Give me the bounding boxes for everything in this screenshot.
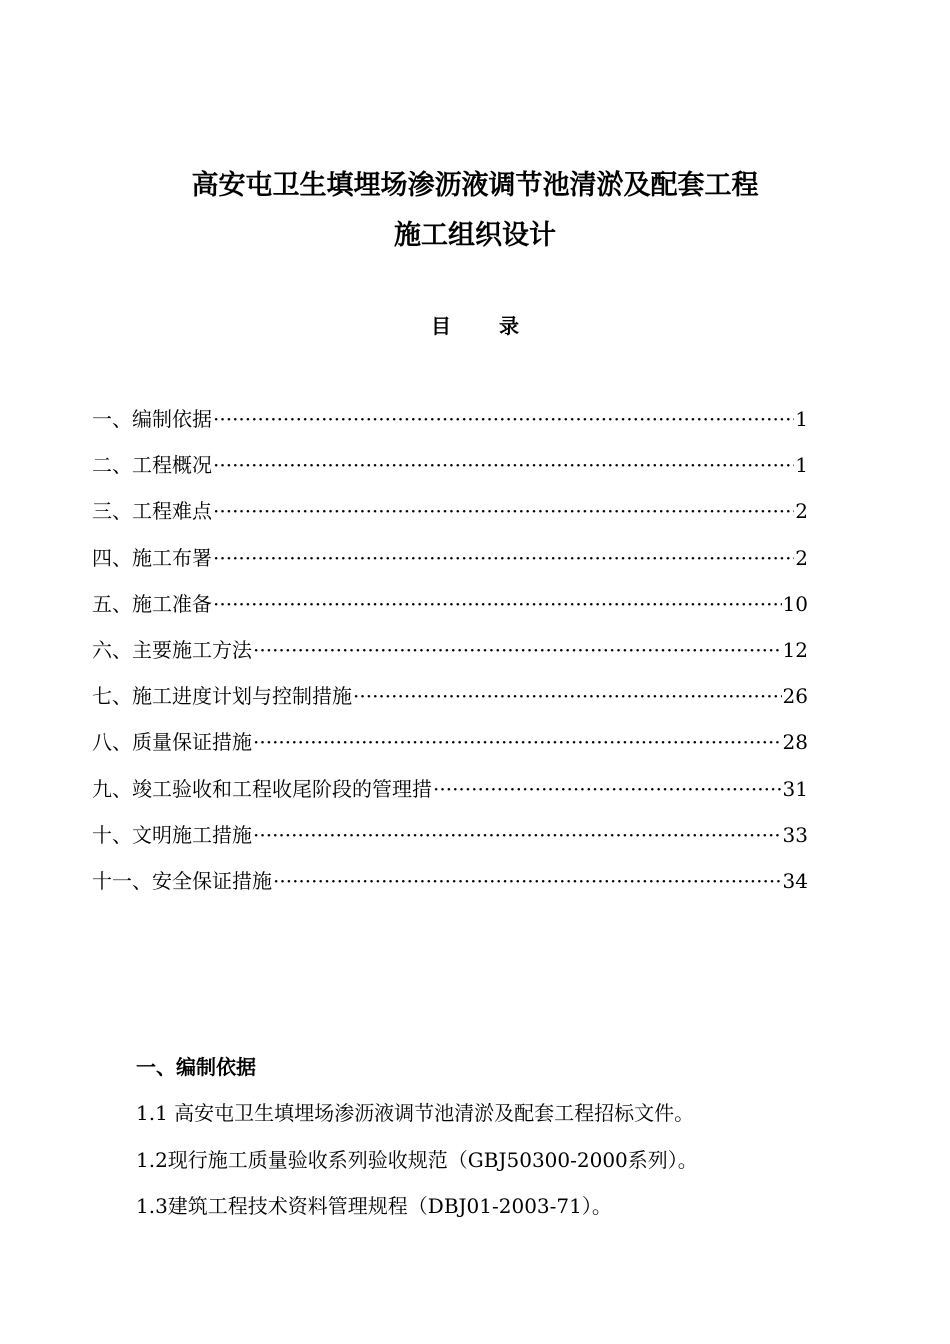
toc-leader-dots [213, 585, 782, 623]
toc-leader-dots [213, 400, 794, 438]
toc-item[interactable] [92, 631, 808, 677]
table-of-contents [92, 400, 808, 908]
toc-item-label: 一、编制依据 [92, 407, 212, 431]
toc-item-label: 八、质量保证措施 [92, 730, 252, 755]
toc-item[interactable] [92, 539, 808, 585]
toc-item[interactable] [92, 677, 808, 723]
section-paragraph: 1.3建筑工程技术资料管理规程（DBJ01-2003-71）。 [136, 1194, 612, 1218]
toc-leader-dots [353, 677, 782, 715]
toc-leader-dots [253, 631, 782, 669]
toc-item[interactable] [92, 770, 808, 816]
toc-item[interactable] [92, 862, 808, 908]
toc-leader-dots [213, 446, 794, 484]
toc-leader-dots [253, 723, 782, 761]
toc-item-label: 四、施工布署 [92, 545, 212, 570]
toc-leader-dots [433, 770, 782, 808]
toc-item-label: 五、施工准备 [92, 591, 212, 616]
toc-item-label: 十一、安全保证措施 [92, 868, 272, 893]
toc-item-page: 1 [795, 453, 808, 478]
toc-item-page: 10 [782, 591, 808, 616]
toc-item[interactable] [92, 400, 808, 446]
toc-item-page: 28 [782, 730, 808, 755]
toc-item-page: 31 [782, 776, 808, 801]
document-subtitle: 施工组织设计 [394, 220, 556, 251]
toc-leader-dots [213, 539, 794, 577]
toc-item[interactable] [92, 492, 808, 538]
toc-item-label: 九、竣工验收和工程收尾阶段的管理措 [92, 776, 432, 801]
toc-item-page: 33 [782, 822, 808, 847]
toc-heading [0, 310, 950, 342]
toc-leader-dots [253, 816, 782, 854]
toc-leader-dots [213, 492, 794, 530]
section-paragraph: 1.1 高安屯卫生填埋场渗沥液调节池清淤及配套工程招标文件。 [136, 1101, 695, 1125]
toc-item-page: 2 [795, 499, 808, 524]
toc-item[interactable] [92, 816, 808, 862]
toc-heading-left: 目 [431, 314, 451, 338]
toc-item-label: 三、工程难点 [92, 499, 212, 524]
toc-leader-dots [273, 862, 782, 900]
toc-heading-right: 录 [499, 314, 519, 338]
toc-item[interactable] [92, 723, 808, 769]
toc-item-label: 二、工程概况 [92, 453, 212, 478]
toc-item-label: 六、主要施工方法 [92, 637, 252, 662]
toc-item-page: 2 [795, 545, 808, 570]
toc-item-page: 26 [782, 684, 808, 709]
section-heading: 一、编制依据 [136, 1055, 256, 1079]
section-paragraph: 1.2现行施工质量验收系列验收规范（GBJ50300-2000系列）。 [136, 1148, 698, 1172]
toc-item-page: 1 [795, 407, 808, 431]
toc-item-page: 34 [782, 868, 808, 893]
toc-item-page: 12 [782, 637, 808, 662]
toc-item[interactable] [92, 446, 808, 492]
document-title: 高安屯卫生填埋场渗沥液调节池清淤及配套工程 [191, 170, 759, 201]
toc-item-label: 十、文明施工措施 [92, 822, 252, 847]
toc-item[interactable] [92, 585, 808, 631]
toc-item-label: 七、施工进度计划与控制措施 [92, 684, 352, 709]
